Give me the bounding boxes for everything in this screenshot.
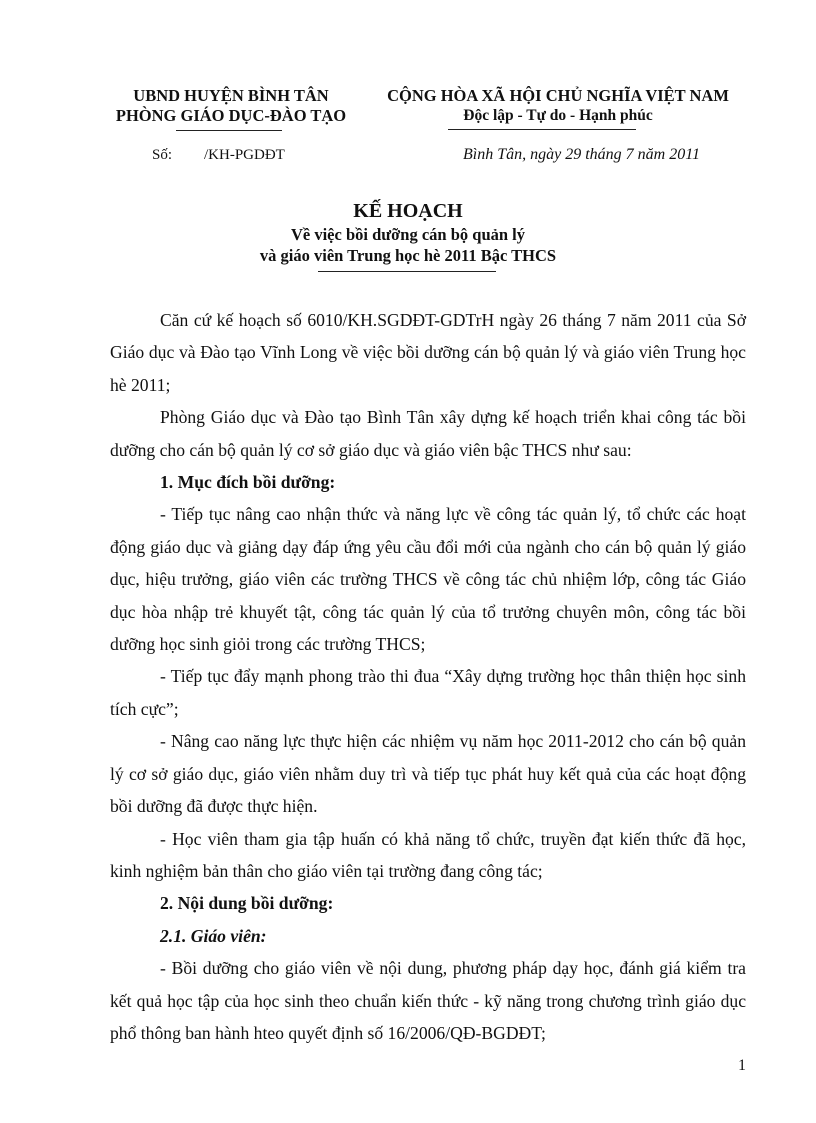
motto-underline <box>448 129 636 130</box>
place-date: Bình Tân, ngày 29 tháng 7 năm 2011 <box>463 146 701 163</box>
document-number <box>152 147 285 164</box>
paragraph-teachers-1: - Bồi dưỡng cho giáo viên về nội dung, phương pháp dạy học, đánh giá kiểm tra kết quả học tập của học sinh theo chuẩn kiến thức - kỹ năng trong chương trình giáo dục phổ thông ban hành hteo quyết định số 16/2006/QĐ-BGDĐT; <box>110 958 746 1043</box>
issuer-underline <box>176 130 282 131</box>
document-subtitle-line1: Về việc bồi dưỡng cán bộ quản lý <box>290 225 526 244</box>
paragraph-purpose-3: - Nâng cao năng lực thực hiện các nhiệm vụ năm học 2011-2012 cho cán bộ quản lý cơ sở giáo dục, giáo viên nhằm duy trì và tiếp tục phát huy kết quả của các hoạt động bồi dưỡng đã được thực hiện. <box>110 731 746 817</box>
title-underline <box>318 271 496 272</box>
national-title: CỘNG HÒA XÃ HỘI CHỦ NGHĨA VIỆT NAM <box>387 86 729 105</box>
document-subtitle-line2: và giáo viên Trung học hè 2011 Bậc THCS <box>259 246 557 265</box>
paragraph-purpose-4: - Học viên tham gia tập huấn có khả năng tổ chức, truyền đạt kiến thức đã học, kinh nghiệm bản thân cho giáo viên tại trường đang công tác; <box>110 828 746 881</box>
document-number-label: Số: <box>152 147 173 163</box>
paragraph-purpose-1: - Tiếp tục nâng cao nhận thức và năng lực về công tác quản lý, tổ chức các hoạt động giáo dục và giảng dạy đáp ứng yêu cầu đổi mới của ngành cho cán bộ quản lý giáo dục, hiệu trưởng, giáo viên các trường THCS về công tác chủ nhiệm lớp, công tác Giáo dục hòa nhập trẻ khuyết tật, công tác quản lý của tổ trưởng chuyên môn, công tác bồi dưỡng học sinh giỏi trong các trường THCS; <box>110 504 746 655</box>
paragraph-legal-basis: Căn cứ kế hoạch số 6010/KH.SGDĐT-GDTrH ngày 26 tháng 7 năm 2011 của Sở Giáo dục và Đào tạo Vĩnh Long về việc bồi dưỡng cán bộ quản lý và giáo viên Trung học hè 2011; <box>110 310 746 395</box>
document-title-block <box>100 198 716 266</box>
document-body <box>110 304 746 1049</box>
paragraph-intro: Phòng Giáo dục và Đào tạo Bình Tân xây dựng kế hoạch triển khai công tác bồi dưỡng cho cán bộ quản lý cơ sở giáo dục và giáo viên bậc THCS như sau: <box>110 407 746 460</box>
document-number-code: /KH-PGDĐT <box>204 147 285 163</box>
section-heading-purpose: 1. Mục đích bồi dưỡng: <box>160 472 336 493</box>
paragraph-purpose-2: - Tiếp tục đẩy mạnh phong trào thi đua “Xây dựng trường học thân thiện học sinh tích cực”; <box>110 666 746 719</box>
issuer-department: PHÒNG GIÁO DỤC-ĐÀO TẠO <box>115 106 347 125</box>
national-motto: Độc lập - Tự do - Hạnh phúc <box>463 107 653 124</box>
national-header <box>362 86 754 126</box>
section-heading-content: 2. Nội dung bồi dưỡng: <box>160 893 334 914</box>
issuer-district: UBND HUYỆN BÌNH TÂN <box>133 86 329 105</box>
subsection-heading-teachers: 2.1. Giáo viên: <box>160 925 267 946</box>
page-number: 1 <box>738 1057 746 1074</box>
issuer-block <box>100 86 362 126</box>
document-title: KẾ HOẠCH <box>353 200 463 222</box>
